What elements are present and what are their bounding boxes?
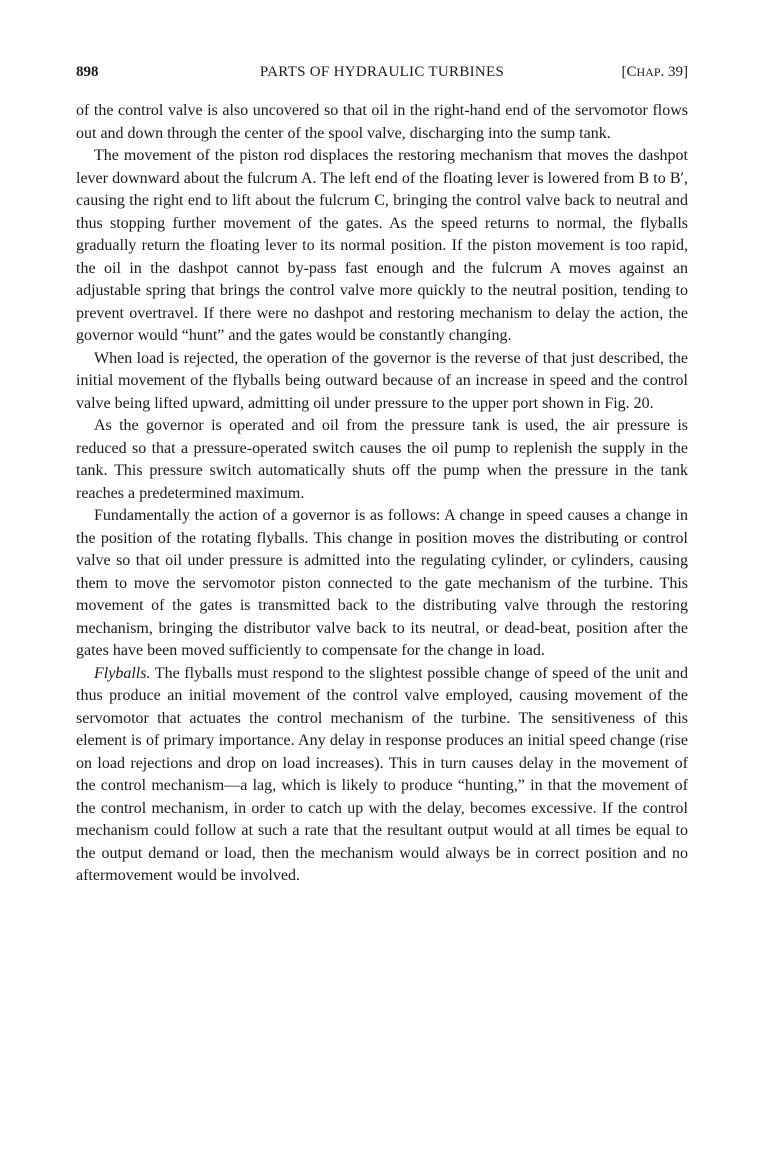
chapter-ref-open: [C	[621, 64, 637, 80]
chapter-ref-rest: . 39]	[660, 64, 688, 80]
paragraph-load-rejection: When load is rejected, the operation of the governor is the reverse of that just described, the initial movement of the flyballs being outward because of an increase in speed and the control valve being lifted upward, admitting oil under pressure to the upper port shown in Fig. 20.	[76, 349, 688, 412]
paragraph-continued: of the control valve is also uncovered so that oil in the right-hand end of the servomotor flows out and down through the center of the spool valve, discharging into the sump tank.	[76, 102, 688, 142]
running-title: PARTS OF HYDRAULIC TURBINES	[259, 64, 505, 80]
paragraph-restoring-mechanism: The movement of the piston rod displaces the restoring mechanism that moves the dashpot lever downward about the fulcrum A. The left end of the floating lever is lowered from B to B′, causing the right end to lift about the fulcrum C, bringing the control valve back to neutral and thus stopping further movement of the gates. As the speed returns to normal, the flyballs gradually return the floating lever to its normal position. If the piston movement is too rapid, the oil in the dashpot cannot by-pass fast enough and the fulcrum A moves against an adjustable spring that brings the control valve more quickly to the neutral position, tending to prevent overtravel. If there were no dashpot and restoring mechanism to delay the action, the governor would “hunt” and the gates would be constantly changing.	[76, 147, 688, 344]
page-header	[76, 64, 688, 88]
paragraph-pressure-switch: As the governor is operated and oil from the pressure tank is used, the air pressure is reduced so that a pressure-operated switch causes the oil pump to replenish the supply in the tank. This pressure switch automatically shuts off the pump when the pressure in the tank reaches a predetermined maximum.	[76, 417, 688, 502]
page-number: 898	[76, 64, 99, 80]
flyballs-run-in-heading: Flyballs.	[94, 664, 151, 682]
flyballs-paragraph-text: The flyballs must respond to the slightest possible change of speed of the unit and thus produce an initial movement of the control valve employed, causing movement of the servomotor that actuates the control mechanism of the turbine. The sensitiveness of this element is of primary importance. Any delay in response produces an initial speed change (rise on load rejections and drop on load increases). This in turn causes delay in the movement of the control mechanism—a lag, which is likely to produce “hunting,” in that the movement of the control mechanism, in order to catch up with the delay, becomes excessive. If the control mechanism could follow at such a rate that the resultant output would at all times be equal to the output demand or load, then the mechanism would always be in correct position and no aftermovement would be involved.	[76, 664, 689, 884]
paragraph-governor-action: Fundamentally the action of a governor is as follows: A change in speed causes a change in the position of the rotating flyballs. This change in position moves the distributing or control valve so that oil under pressure is admitted into the regulating cylinder, or cylinders, causing them to move the servomotor piston connected to the gate mechanism of the turbine. This movement of the gates is transmitted back to the distributing valve through the restoring mechanism, bringing the distributor valve back to its neutral, or dead-beat, position after the gates have been moved sufficiently to compensate for the change in load.	[76, 507, 688, 659]
chapter-ref-smallcaps: HAP	[636, 65, 661, 79]
chapter-reference	[621, 64, 688, 81]
body-text	[76, 100, 688, 888]
paragraph-flyballs	[76, 663, 688, 888]
